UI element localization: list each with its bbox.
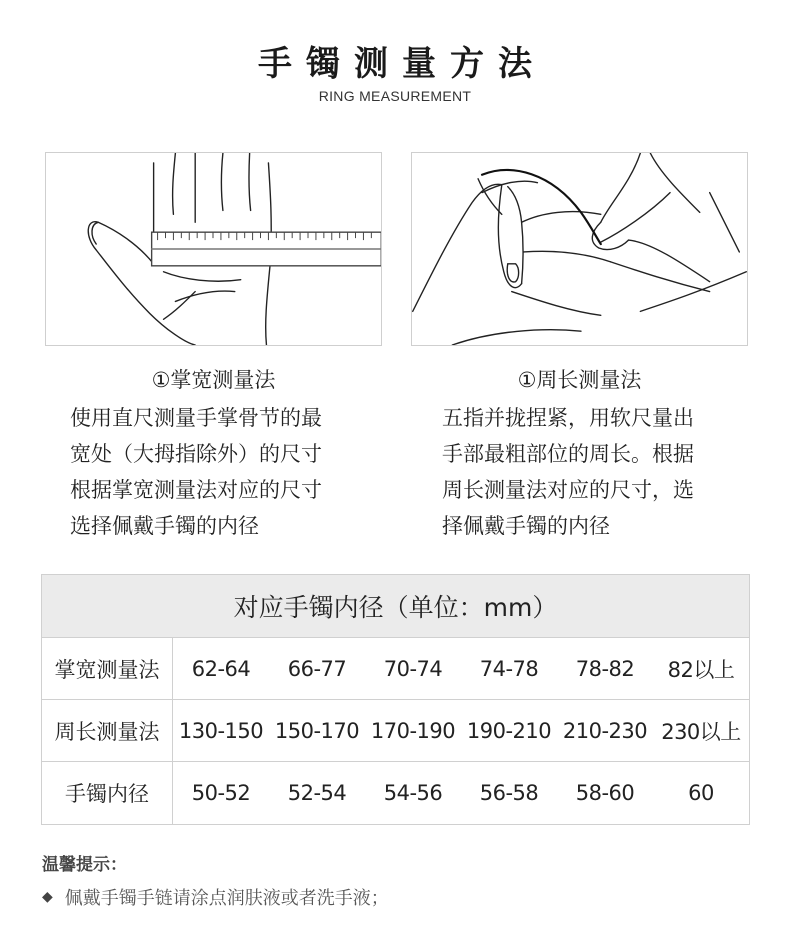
row-label: 周长测量法: [42, 700, 173, 761]
tip-item: [42, 884, 389, 910]
hand-tape-icon: [412, 153, 747, 345]
table-row-inner-diameter: [42, 762, 749, 824]
palm-desc-line: 宽处（大拇指除外）的尺寸: [70, 442, 322, 466]
circumference-desc-line: 手部最粗部位的周长。根据: [442, 442, 694, 466]
page-title: 手镯测量方法: [258, 44, 546, 84]
table-cell: 70-74: [383, 656, 443, 681]
circumference-desc-line: 择佩戴手镯的内径: [442, 514, 610, 538]
palm-desc-line: 使用直尺测量手掌骨节的最: [70, 406, 322, 430]
table-cell: 56-58: [479, 781, 539, 805]
hand-ruler-icon: [46, 153, 381, 345]
table-cell: 74-78: [479, 656, 539, 681]
tips-title: 温馨提示：: [42, 855, 127, 875]
table-row-circumference: [42, 700, 749, 762]
table-cell: 62-64: [191, 656, 251, 681]
table-cell: 82以上: [667, 657, 735, 682]
table-row-palm: [42, 638, 749, 700]
size-table: [41, 574, 750, 825]
row-label: 掌宽测量法: [42, 638, 173, 699]
table-cell: 52-54: [287, 781, 347, 805]
circumference-method-title: ①周长测量法: [517, 368, 642, 392]
table-cell: 150-170: [274, 718, 360, 743]
table-cell: 58-60: [575, 781, 635, 805]
palm-method-description: [70, 400, 370, 544]
table-cell: 210-230: [562, 718, 648, 743]
table-cell: 60: [688, 781, 714, 805]
table-cell: 190-210: [466, 718, 552, 743]
diamond-bullet-icon: ◆: [42, 889, 53, 905]
circumference-desc-line: 周长测量法对应的尺寸，选: [442, 478, 694, 502]
table-cell: 170-190: [370, 718, 456, 743]
circumference-desc-line: 五指并拢捏紧，用软尺量出: [442, 406, 694, 430]
tip-text: 佩戴手镯手链请涂点润肤液或者洗手液；: [64, 888, 389, 909]
page-subtitle: RING MEASUREMENT: [318, 88, 472, 104]
palm-desc-line: 根据掌宽测量法对应的尺寸: [70, 478, 322, 502]
palm-desc-line: 选择佩戴手镯的内径: [70, 514, 259, 538]
table-cell: 230以上: [661, 719, 741, 744]
table-cell: 66-77: [287, 656, 347, 681]
row-label: 手镯内径: [42, 762, 173, 824]
table-cell: 50-52: [191, 781, 251, 805]
circumference-illustration: [411, 152, 748, 346]
palm-method-title: ①掌宽测量法: [151, 368, 276, 392]
table-cell: 130-150: [178, 718, 264, 743]
table-cell: 78-82: [575, 656, 635, 681]
circumference-method-description: [442, 400, 742, 544]
table-header: 对应手镯内径（单位：mm）: [42, 575, 749, 638]
palm-width-illustration: [45, 152, 382, 346]
table-cell: 54-56: [383, 781, 443, 805]
